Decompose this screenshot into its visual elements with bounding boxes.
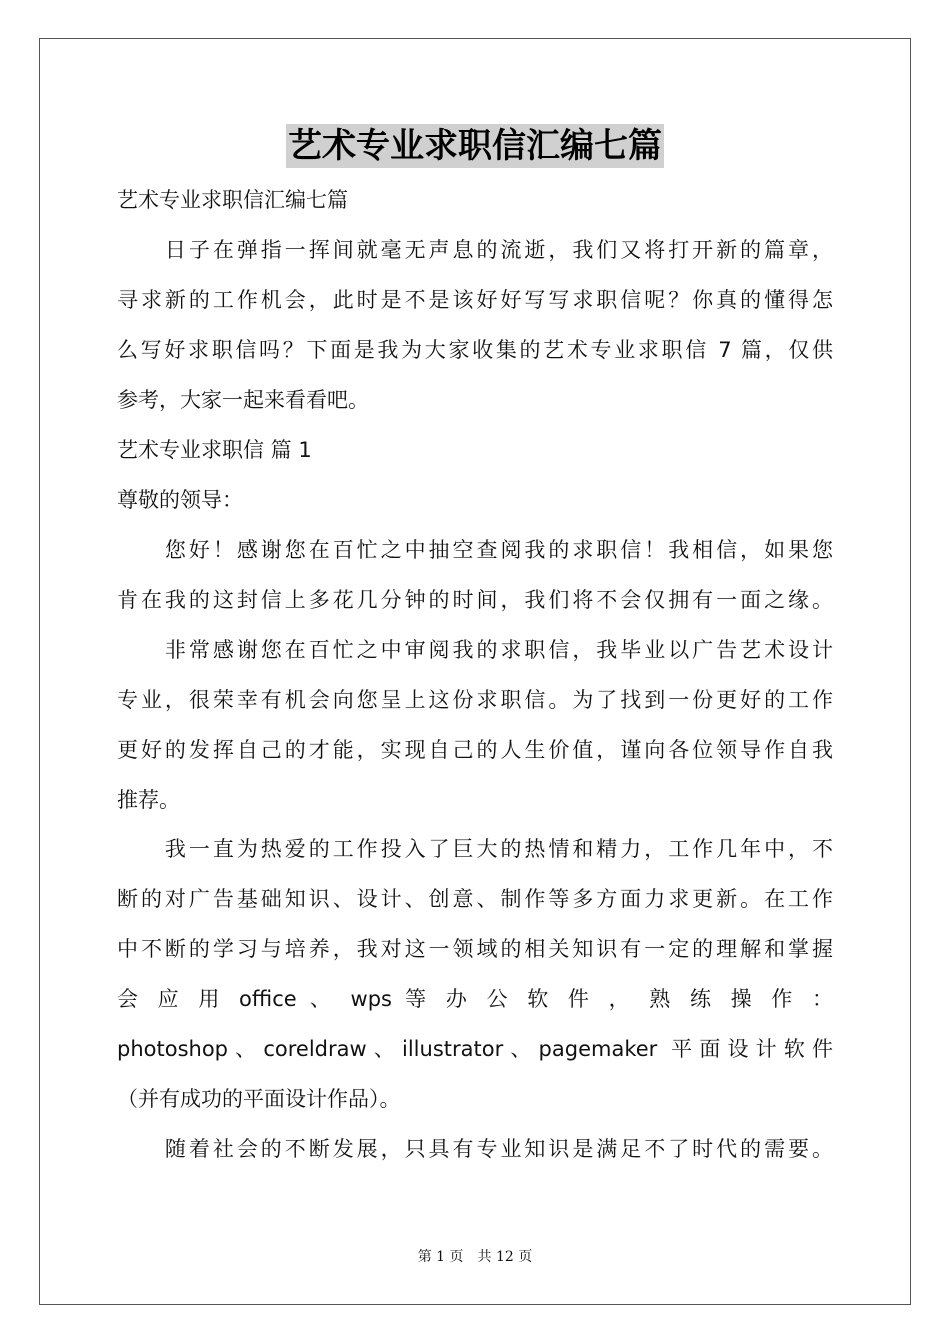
document-title: 艺术专业求职信汇编七篇 <box>288 126 662 166</box>
body-line: 肯在我的这封信上多花几分钟的时间，我们将不会仅拥有一面之缘。 <box>117 588 833 612</box>
salutation: 尊敬的领导： <box>117 488 243 512</box>
body-line: 您好！感谢您在百忙之中抽空查阅我的求职信！我相信，如果您 <box>117 538 833 562</box>
body-line: 专业，很荣幸有机会向您呈上这份求职信。为了找到一份更好的工作 <box>117 688 833 712</box>
body-line: photoshop、coreldraw、illustrator、pagemaker 平面设计软件 <box>117 1037 833 1061</box>
body-line: 会 应 用 office 、 wps 等 办 公 软 件 ， 熟 练 操 作 ： <box>117 987 833 1011</box>
page-footer: 第 1 页 共 12 页 <box>417 1249 533 1265</box>
section-heading: 艺术专业求职信 篇 1 <box>117 438 312 462</box>
body-line: 随着社会的不断发展，只具有专业知识是满足不了时代的需要。 <box>117 1137 833 1161</box>
body-line: 寻求新的工作机会，此时是不是该好好写写求职信呢？你真的懂得怎 <box>117 288 833 312</box>
body-line: 断的对广告基础知识、设计、创意、制作等多方面力求更新。在工作 <box>117 887 833 911</box>
body-line: 推荐。 <box>117 788 180 812</box>
title-container <box>0 124 950 168</box>
body-line: 非常感谢您在百忙之中审阅我的求职信，我毕业以广告艺术设计 <box>117 638 833 662</box>
body-line: 更好的发挥自己的才能，实现自己的人生价值，谨向各位领导作自我 <box>117 738 833 762</box>
body-line: 么写好求职信吗？下面是我为大家收集的艺术专业求职信 7 篇，仅供 <box>117 338 833 362</box>
body-line: 参考，大家一起来看看吧。 <box>117 388 369 412</box>
body-line: （并有成功的平面设计作品）。 <box>117 1087 401 1111</box>
page-border <box>39 38 911 1305</box>
body-line: 中不断的学习与培养，我对这一领域的相关知识有一定的理解和掌握 <box>117 937 833 961</box>
subtitle-line: 艺术专业求职信汇编七篇 <box>117 188 348 212</box>
body-line: 我一直为热爱的工作投入了巨大的热情和精力，工作几年中，不 <box>117 837 833 861</box>
body-line: 日子在弹指一挥间就毫无声息的流逝，我们又将打开新的篇章， <box>117 238 833 262</box>
